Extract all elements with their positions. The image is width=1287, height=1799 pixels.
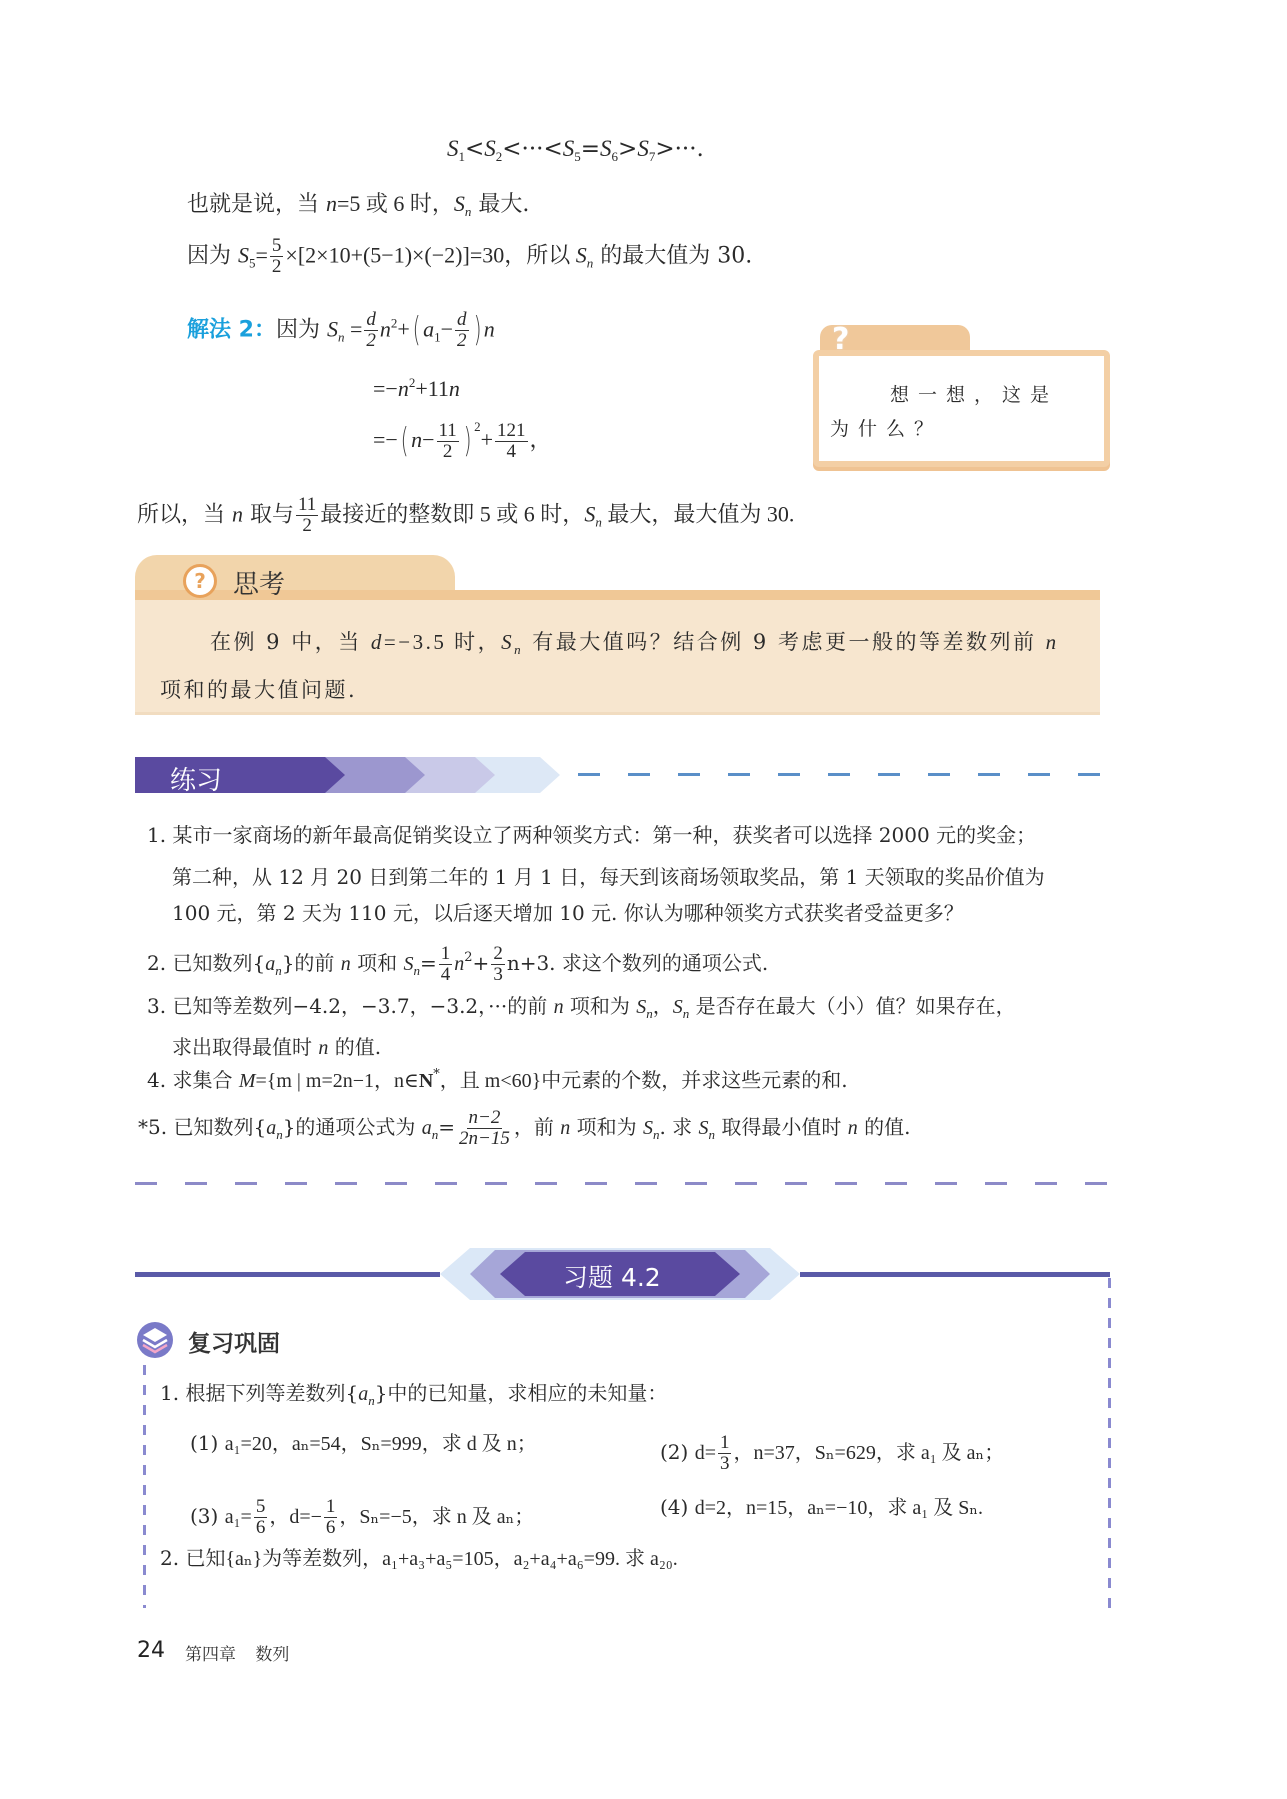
question-circle-icon: ? <box>183 564 217 598</box>
question-mark-icon: ? <box>832 322 850 357</box>
exercise-set-title: 习题 4.2 <box>563 1263 661 1292</box>
review-section-title: 复习巩固 <box>188 1331 280 1357</box>
fraction: $\frac{5}{2}$ <box>271 235 282 277</box>
review-q1-part4: (4) d=2，n=15，aₙ=−10，求 a₁ 及 Sₙ. <box>660 1495 983 1519</box>
exercise-set-border-right <box>1108 1278 1111 1608</box>
review-q1-part3: (3) a₁= $\frac{5}{6}$ ，d=− $\frac{1}{6}$ ，Sₙ=−5，求 n 及 aₙ； <box>190 1496 535 1538</box>
exercise-1: 1. 某市一家商场的新年最高促销奖设立了两种领奖方式：第一种，获奖者可以选择 2000 元的奖金； <box>147 823 1037 847</box>
solution2-label: 解法 2： <box>187 317 276 343</box>
page-number: 24 <box>137 1638 165 1663</box>
exercise-2: 2. 已知数列$\{a_n\}$的前 n 项和 $S_n=$ $\frac{1}{4}$ $n^2+$ $\frac{2}{3}$ n+3. 求这个数列的通项公式. <box>147 943 769 985</box>
exercise-set-rule-left <box>135 1272 440 1277</box>
think-bubble-text: 想一想，这是为什么？ <box>830 384 1059 440</box>
review-q1-part1: (1) a₁=20，aₙ=54，Sₙ=999，求 d 及 n； <box>190 1431 537 1455</box>
solution2-line3: =−( n− $\frac{11}{2}$ ) $^2$+ $\frac{121}{4}$ ， <box>373 419 552 462</box>
exercise-5: *5. 已知数列$\{a_n\}$的通项公式为 $a_n=$ $\frac{n-2}{2n-15}$ ，前 n 项和为 $S_n$. 求 $S_n$ 取得最小值时 n 的值. <box>138 1107 911 1149</box>
solution2-line1: 解法 2：因为 $S_n$ = $\frac{d}{2}$ $n^2+$( $a_1-$ $\frac{d}{2}$ ) n <box>187 309 495 351</box>
chapter-label: 第四章 数列 <box>185 1645 290 1665</box>
exercise-3: 3. 已知等差数列−4.2，−3.7，−3.2，···的前 n 项和为 $S_n$，$S_n$ 是否存在最大（小）值？如果存在， <box>147 994 1016 1021</box>
exercise-1-line3: 100 元，第 2 天为 110 元，以后逐天增加 10 元. 你认为哪种领奖方式获奖者受益更多？ <box>172 901 964 925</box>
practice-end-divider <box>135 1182 1110 1185</box>
thinking-text: 在例 9 中，当 d=−3.5 时，$S_n$ 有最大值吗？结合例 9 考虑更一般的等差数列前 n 项和的最大值问题. <box>160 630 1059 702</box>
thinking-title: 思考 <box>233 570 286 600</box>
exercise-set-rule-right <box>800 1272 1110 1277</box>
max-value-line: 因为 $S_5=$ $\frac{5}{2}$ ×[2×10+(5−1)×(−2)]=30，所以 $S_n$ 的最大值为 30. <box>187 235 753 277</box>
exercise-set-border-left <box>143 1365 146 1608</box>
practice-title: 练习 <box>170 766 223 796</box>
inequality-chain: $S_1<S_2<\cdot\cdot\cdot<S_5=S_6>S_7>\cdot\cdot\cdot$. <box>447 136 704 164</box>
review-question-2: 2. 已知{aₙ}为等差数列，a₁+a₃+a₅=105，a₂+a₄+a₆=99. 求 a₂₀. <box>160 1546 678 1570</box>
conclusion-line: 也就是说，当 n=5 或 6 时，$S_n$ 最大. <box>187 191 530 219</box>
review-question-1: 1. 根据下列等差数列$\{a_n\}$中的已知量，求相应的未知量： <box>160 1381 668 1408</box>
solution2-line2: $=-n^2+11n$ <box>373 375 460 401</box>
layers-stack-icon <box>135 1320 175 1360</box>
exercise-1-line2: 第二种，从 12 月 20 日到第二年的 1 月 1 日，每天到该商场领取奖品，第 1 天领取的奖品价值为 <box>172 865 1045 889</box>
review-q1-part2: (2) d= $\frac{1}{3}$ ，n=37，Sₙ=629，求 a₁ 及 aₙ； <box>660 1432 1005 1474</box>
practice-divider <box>578 773 1108 776</box>
therefore-line: 所以，当 n 取与 $\frac{11}{2}$ 最接近的整数即 5 或 6 时，$S_n$ 最大，最大值为 30. <box>137 494 795 536</box>
exercise-4: 4. 求集合 M={m | m=2n−1，n∈N*，且 m<60}中元素的个数，并求这些元素的和. <box>147 1067 848 1092</box>
exercise-3-line2: 求出取得最值时 n 的值. <box>172 1035 382 1059</box>
